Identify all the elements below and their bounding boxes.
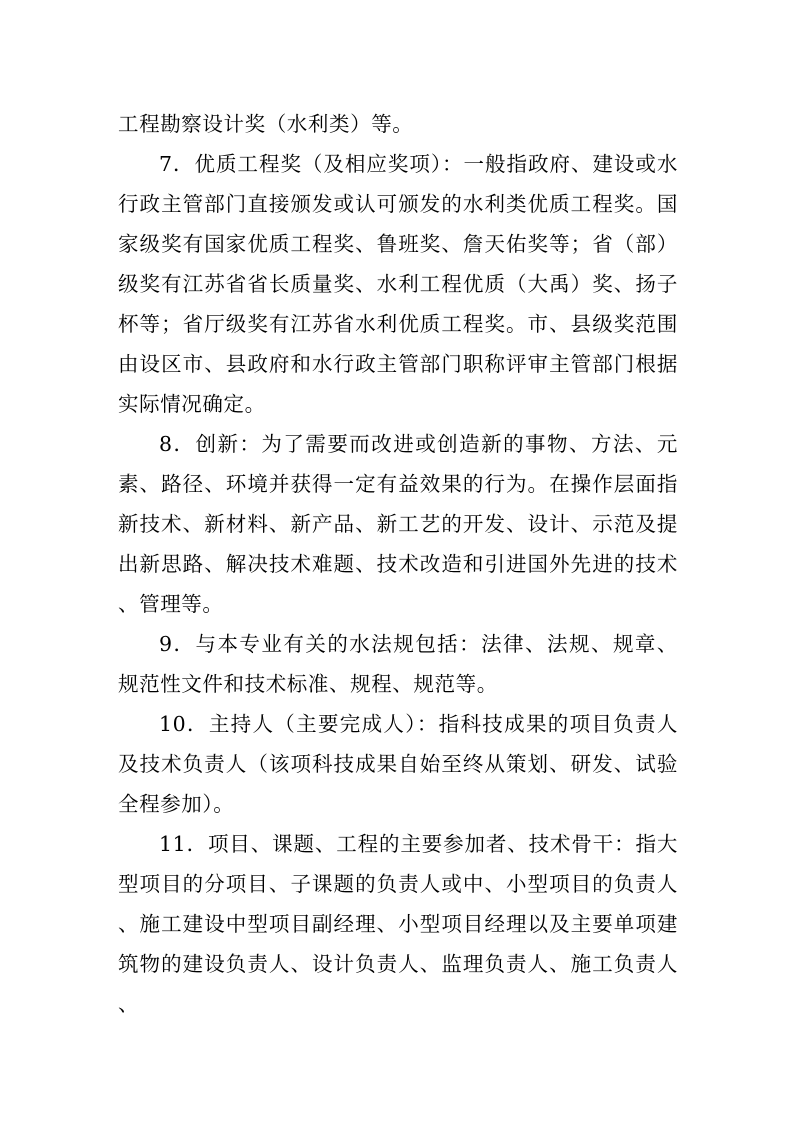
paragraph-continuation: 工程勘察设计奖（水利类）等。 <box>118 112 414 136</box>
document-body <box>118 104 678 1024</box>
paragraph-item-7: 7．优质工程奖（及相应奖项）：一般指政府、建设或水行政主管部门直接颁发或认可颁发的水利类优质工程奖。国家级奖有国家优质工程奖、鲁班奖、詹天佑奖等；省（部）级奖有江苏省省长质量奖、水利工程优质（大禹）奖、扬子杯等；省厅级奖有江苏省水利优质工程奖。市、县级奖范围由设区市、县政府和水行政主管部门职称评审主管部门根据实际情况确定。 <box>118 152 678 416</box>
paragraph-item-9: 9．与本专业有关的水法规包括：法律、法规、规章、规范性文件和技术标准、规程、规范等。 <box>118 632 678 696</box>
paragraph-item-11: 11．项目、课题、工程的主要参加者、技术骨干：指大型项目的分项目、子课题的负责人或中、小型项目的负责人、施工建设中型项目副经理、小型项目经理以及主要单项建筑物的建设负责人、设计负责人、监理负责人、施工负责人、 <box>118 832 678 1016</box>
paragraph-item-8: 8．创新：为了需要而改进或创造新的事物、方法、元素、路径、环境并获得一定有益效果的行为。在操作层面指新技术、新材料、新产品、新工艺的开发、设计、示范及提出新思路、解决技术难题、技术改造和引进国外先进的技术、管理等。 <box>118 432 678 616</box>
paragraph-item-10: 10．主持人（主要完成人）：指科技成果的项目负责人及技术负责人（该项科技成果自始至终从策划、研发、试验全程参加）。 <box>118 712 678 816</box>
